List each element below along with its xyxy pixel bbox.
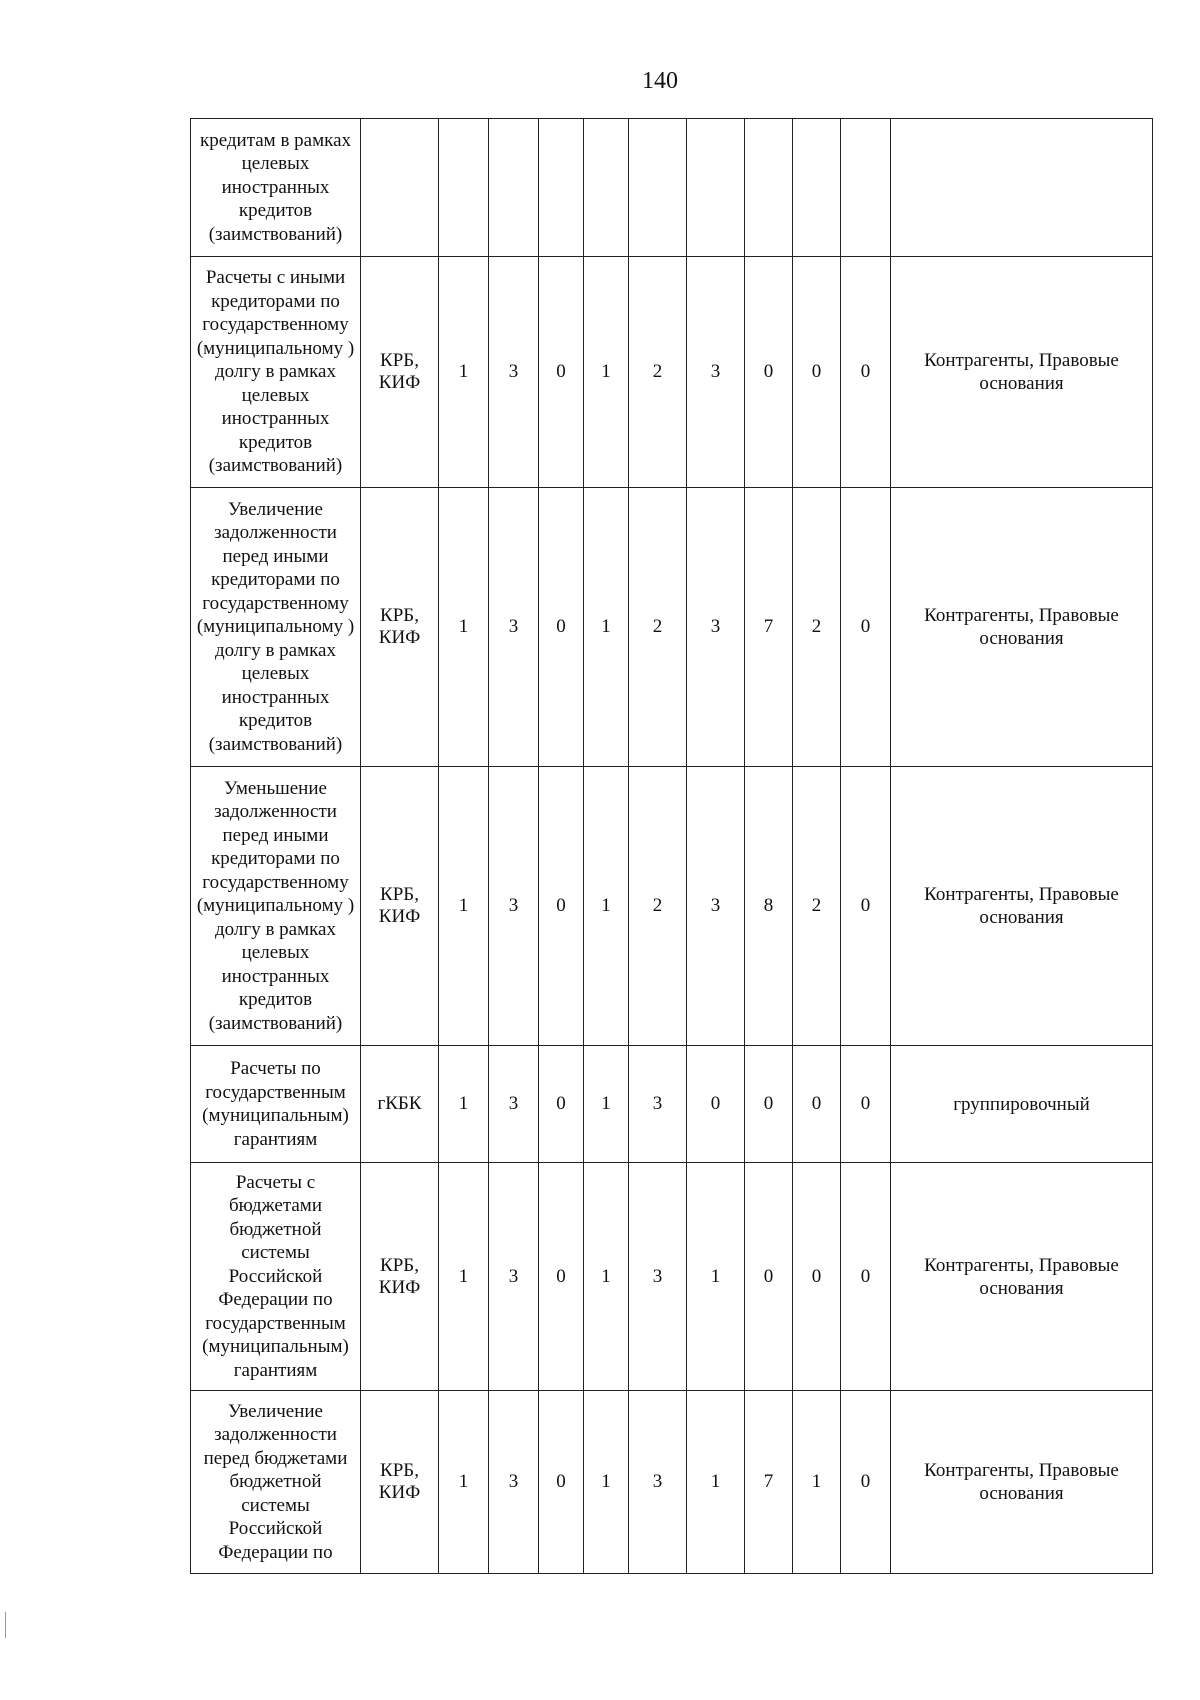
code-digit-cell: 3 bbox=[629, 1163, 687, 1391]
code-digit-cell: 1 bbox=[687, 1163, 745, 1391]
row-name-cell: Расчеты по государственным (муниципальным) гарантиям bbox=[191, 1046, 361, 1163]
code-digit-cell: 1 bbox=[687, 1391, 745, 1574]
code-digit-cell: 8 bbox=[745, 767, 793, 1046]
code-digit-cell bbox=[584, 119, 629, 257]
code-digit-cell bbox=[629, 119, 687, 257]
code-digit-cell: 0 bbox=[841, 767, 891, 1046]
code-digit-cell: 2 bbox=[629, 257, 687, 488]
code-digit-cell: 1 bbox=[584, 488, 629, 767]
code-digit-cell: 0 bbox=[539, 1046, 584, 1163]
code-digit-cell: 0 bbox=[539, 1391, 584, 1574]
row-basis-cell: Контрагенты, Правовые основания bbox=[891, 1163, 1153, 1391]
accounts-table bbox=[190, 118, 1153, 1574]
code-digit-cell: 0 bbox=[539, 257, 584, 488]
code-digit-cell: 3 bbox=[489, 488, 539, 767]
row-name-cell: кредитам в рамках целевых иностранных кредитов (заимствований) bbox=[191, 119, 361, 257]
code-digit-cell bbox=[489, 119, 539, 257]
code-digit-cell: 2 bbox=[629, 488, 687, 767]
table-row bbox=[191, 488, 1153, 767]
code-digit-cell: 0 bbox=[539, 767, 584, 1046]
code-digit-cell: 1 bbox=[439, 767, 489, 1046]
code-digit-cell bbox=[439, 119, 489, 257]
row-type-cell: КРБ, КИФ bbox=[361, 488, 439, 767]
code-digit-cell: 3 bbox=[629, 1046, 687, 1163]
code-digit-cell: 0 bbox=[841, 1163, 891, 1391]
code-digit-cell: 0 bbox=[687, 1046, 745, 1163]
code-digit-cell: 0 bbox=[841, 1046, 891, 1163]
code-digit-cell: 3 bbox=[687, 767, 745, 1046]
row-name-cell: Расчеты с бюджетами бюджетной системы Российской Федерации по государственным (муниципальным) гарантиям bbox=[191, 1163, 361, 1391]
table-body bbox=[191, 119, 1153, 1574]
code-digit-cell: 0 bbox=[539, 1163, 584, 1391]
row-basis-cell: Контрагенты, Правовые основания bbox=[891, 488, 1153, 767]
row-name-cell: Увеличение задолженности перед бюджетами бюджетной системы Российской Федерации по bbox=[191, 1391, 361, 1574]
code-digit-cell: 0 bbox=[841, 488, 891, 767]
code-digit-cell: 3 bbox=[489, 767, 539, 1046]
table-row bbox=[191, 257, 1153, 488]
code-digit-cell: 3 bbox=[687, 488, 745, 767]
code-digit-cell: 1 bbox=[584, 767, 629, 1046]
row-type-cell: гКБК bbox=[361, 1046, 439, 1163]
row-basis-cell: группировочный bbox=[891, 1046, 1153, 1163]
table-row bbox=[191, 1046, 1153, 1163]
row-type-cell: КРБ, КИФ bbox=[361, 257, 439, 488]
code-digit-cell: 3 bbox=[687, 257, 745, 488]
code-digit-cell: 1 bbox=[439, 257, 489, 488]
code-digit-cell: 0 bbox=[539, 488, 584, 767]
code-digit-cell: 1 bbox=[439, 488, 489, 767]
code-digit-cell bbox=[745, 119, 793, 257]
code-digit-cell: 7 bbox=[745, 488, 793, 767]
code-digit-cell: 1 bbox=[584, 1046, 629, 1163]
code-digit-cell: 0 bbox=[745, 257, 793, 488]
row-type-cell: КРБ, КИФ bbox=[361, 1391, 439, 1574]
row-type-cell bbox=[361, 119, 439, 257]
code-digit-cell: 7 bbox=[745, 1391, 793, 1574]
row-basis-cell: Контрагенты, Правовые основания bbox=[891, 767, 1153, 1046]
code-digit-cell bbox=[539, 119, 584, 257]
row-basis-cell: Контрагенты, Правовые основания bbox=[891, 257, 1153, 488]
row-name-cell: Расчеты с иными кредиторами по государственному (муниципальному ) долгу в рамках целевых иностранных кредитов (заимствований) bbox=[191, 257, 361, 488]
code-digit-cell: 1 bbox=[584, 1391, 629, 1574]
table-row bbox=[191, 767, 1153, 1046]
code-digit-cell: 2 bbox=[793, 767, 841, 1046]
code-digit-cell: 1 bbox=[439, 1046, 489, 1163]
code-digit-cell: 3 bbox=[489, 1391, 539, 1574]
table-row bbox=[191, 1391, 1153, 1574]
code-digit-cell: 1 bbox=[439, 1163, 489, 1391]
code-digit-cell: 0 bbox=[841, 257, 891, 488]
code-digit-cell: 3 bbox=[489, 257, 539, 488]
page-number: 140 bbox=[642, 68, 678, 94]
code-digit-cell: 0 bbox=[793, 257, 841, 488]
code-digit-cell: 3 bbox=[489, 1046, 539, 1163]
code-digit-cell bbox=[687, 119, 745, 257]
row-name-cell: Увеличение задолженности перед иными кредиторами по государственному (муниципальному ) долгу в рамках целевых иностранных кредитов (заимствований) bbox=[191, 488, 361, 767]
code-digit-cell: 2 bbox=[629, 767, 687, 1046]
code-digit-cell: 1 bbox=[793, 1391, 841, 1574]
code-digit-cell: 1 bbox=[584, 1163, 629, 1391]
code-digit-cell: 0 bbox=[793, 1046, 841, 1163]
margin-mark bbox=[5, 1612, 6, 1638]
code-digit-cell: 3 bbox=[489, 1163, 539, 1391]
code-digit-cell: 3 bbox=[629, 1391, 687, 1574]
code-digit-cell: 0 bbox=[745, 1046, 793, 1163]
row-name-cell: Уменьшение задолженности перед иными кредиторами по государственному (муниципальному ) долгу в рамках целевых иностранных кредитов (заимствований) bbox=[191, 767, 361, 1046]
code-digit-cell bbox=[841, 119, 891, 257]
code-digit-cell: 0 bbox=[745, 1163, 793, 1391]
code-digit-cell: 1 bbox=[584, 257, 629, 488]
table-row bbox=[191, 119, 1153, 257]
code-digit-cell: 1 bbox=[439, 1391, 489, 1574]
code-digit-cell: 2 bbox=[793, 488, 841, 767]
row-basis-cell bbox=[891, 119, 1153, 257]
code-digit-cell: 0 bbox=[793, 1163, 841, 1391]
code-digit-cell: 0 bbox=[841, 1391, 891, 1574]
code-digit-cell bbox=[793, 119, 841, 257]
table-row bbox=[191, 1163, 1153, 1391]
row-type-cell: КРБ, КИФ bbox=[361, 767, 439, 1046]
row-basis-cell: Контрагенты, Правовые основания bbox=[891, 1391, 1153, 1574]
row-type-cell: КРБ, КИФ bbox=[361, 1163, 439, 1391]
